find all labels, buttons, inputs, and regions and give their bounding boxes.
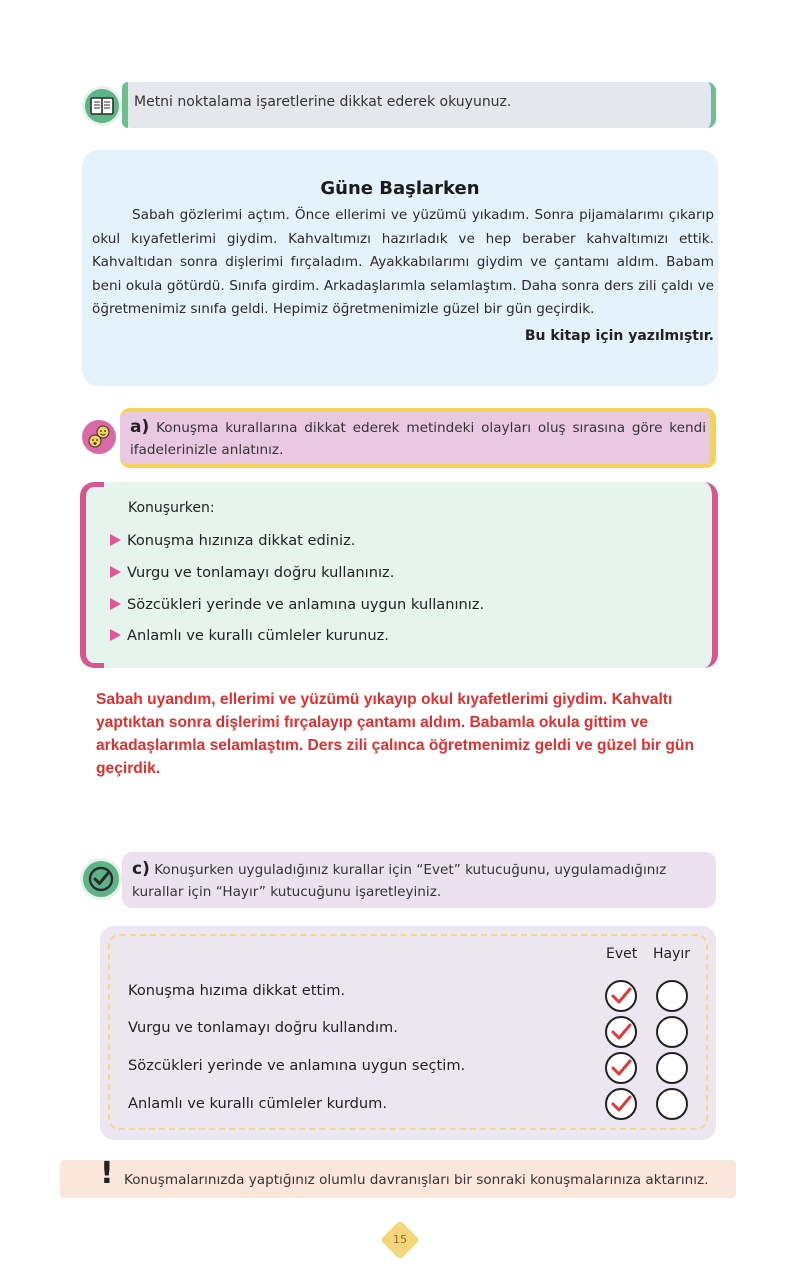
triangle-bullet-icon [110,566,121,578]
checklist-row-label: Anlamlı ve kurallı cümleler kurdum. [128,1095,388,1112]
rule-item-label: Sözcükleri yerinde ve anlamına uygun kullanınız. [127,596,485,613]
answer-text: Sabah uyandım, ellerimi ve yüzümü yıkayıp okul kıyafetlerimi giydim. Kahvaltı yaptıktan sonra dişlerimi fırçalayıp çantamı aldım. Babamla okula gittim ve arkadaşlarımla selamlaştım. Ders zili çalınca öğretmenimiz geldi ve güzel bir gün geçirdik. [96,691,694,777]
yes-checkbox[interactable] [605,1052,637,1084]
no-checkbox[interactable] [656,980,688,1012]
rule-item-label: Konuşma hızınıza dikkat ediniz. [127,532,356,549]
rules-frame-left [80,482,104,668]
task-a-instruction: Konuşma kurallarına dikkat ederek metindeki olayları oluş sırasına göre kendi ifadelerinizle anlatınız. [130,420,706,458]
column-header-yes: Evet [606,946,638,962]
checklist-row-label: Vurgu ve tonlamayı doğru kullandım. [128,1019,398,1036]
check-circle-icon [80,858,122,900]
task-c-text [132,858,706,903]
red-check-icon [607,1054,635,1082]
red-check-icon [607,982,635,1010]
yes-checkbox[interactable] [605,1088,637,1120]
rule-item-label: Vurgu ve tonlamayı doğru kullanınız. [127,564,395,581]
page-number: 15 [393,1233,407,1246]
rule-item [110,564,394,581]
task-c-letter: c) [132,859,150,879]
exclamation-icon: ! [100,1156,114,1191]
checklist-row-label: Sözcükleri yerinde ve anlamına uygun seçtim. [128,1057,466,1074]
no-checkbox[interactable] [656,1088,688,1120]
faces-icon [82,420,116,454]
rules-heading: Konuşurken: [128,500,215,516]
triangle-bullet-icon [110,534,121,546]
book-icon [82,86,122,126]
instruction-text: Metni noktalama işaretlerine dikkat ederek okuyunuz. [134,94,512,110]
instruction-banner-edge-right [707,82,716,128]
no-checkbox[interactable] [656,1016,688,1048]
triangle-bullet-icon [110,598,121,610]
story-source: Bu kitap için yazılmıştır. [524,328,714,344]
instruction-banner-edge-left [122,82,128,128]
rule-item [110,596,484,613]
no-checkbox[interactable] [656,1052,688,1084]
rule-item-label: Anlamlı ve kurallı cümleler kurunuz. [127,627,389,644]
rule-item [110,532,355,549]
story-body: Sabah gözlerimi açtım. Önce ellerimi ve yüzümü yıkadım. Sonra pijamalarımı çıkarıp okul kıyafetlerimi giydim. Kahvaltımızı hazırladık ve hep beraber kahvaltımızı ettik. Kahvaltıdan sonra dişlerimi fırçaladım. Ayakkabılarımı giydim ve çantamı aldım. Babam beni okula götürdü. Sınıfa girdim. Arkadaşlarımla selamlaştım. Daha sonra ders zili çaldı ve öğretmenimiz sınıfa geldi. Hepimiz öğretmenimizle güzel bir gün geçirdik. [92,207,714,318]
task-c-instruction: Konuşurken uyguladığınız kurallar için “Evet” kutucuğunu, uygulamadığınız kurallar için “Hayır” kutucuğunu işaretleyiniz. [132,862,667,900]
column-header-no: Hayır [653,946,691,962]
rules-frame-right [690,482,718,668]
yes-checkbox[interactable] [605,1016,637,1048]
rule-item [110,627,389,644]
task-a-letter: a) [130,417,150,437]
checklist-row-label: Konuşma hızıma dikkat ettim. [128,982,346,999]
red-check-icon [607,1018,635,1046]
story-title: Güne Başlarken [320,178,480,199]
tip-text: Konuşmalarınızda yaptığınız olumlu davranışları bir sonraki konuşmalarınıza aktarınız. [124,1172,709,1188]
yes-checkbox[interactable] [605,980,637,1012]
triangle-bullet-icon [110,629,121,641]
task-a-text [130,416,706,461]
red-check-icon [607,1090,635,1118]
